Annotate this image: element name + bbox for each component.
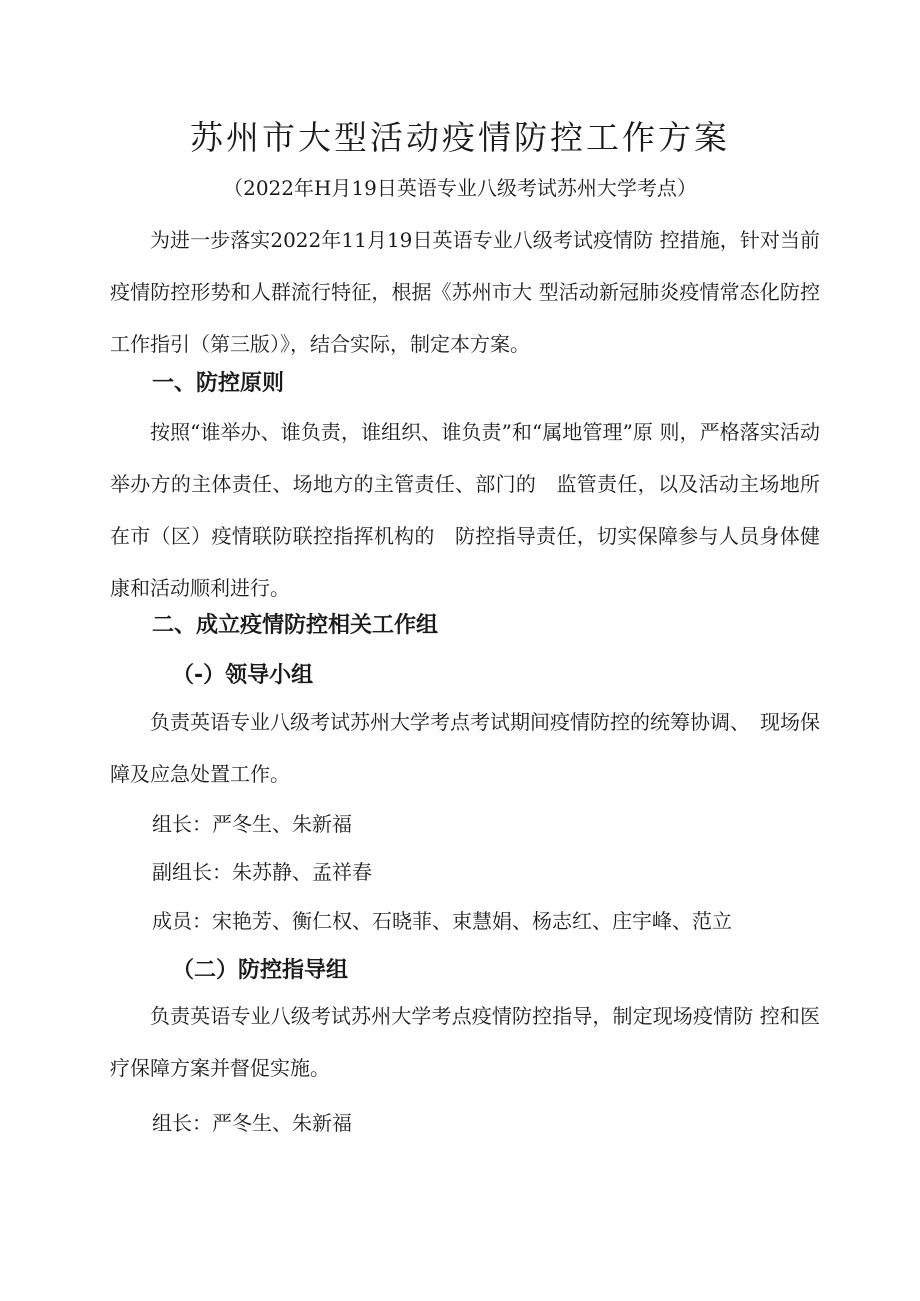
- group2-body: 负责英语专业八级考试苏州大学考点疫情防控指导，制定现场疫情防 控和医疗保障方案并督促实施。: [110, 1004, 820, 1080]
- group1-heading: （-）领导小组: [172, 663, 314, 688]
- section2-heading: 二、成立疫情防控相关工作组: [152, 613, 439, 638]
- group1-leader: 组长：严冬生、朱新福: [152, 812, 352, 836]
- document-title: 苏州市大型活动疫情防控工作方案: [190, 118, 730, 157]
- group1-members: 成员：宋艳芳、衡仁权、石晓菲、束慧娟、杨志红、庄宇峰、范立: [152, 909, 732, 933]
- group1-body: 负责英语专业八级考试苏州大学考点考试期间疫情防控的统筹协调、 现场保障及应急处置工作。: [110, 710, 820, 786]
- intro-paragraph: 为进一步落实2022年11月19日英语专业八级考试疫情防 控措施，针对当前疫情防控形势和人群流行特征，根据《苏州市大 型活动新冠肺炎疫情常态化防控工作指引（第三版）》，结合实际，制定本方案。: [110, 228, 820, 356]
- section1-body: 按照“谁举办、谁负责，谁组织、谁负责”和“属地管理”原 则，严格落实活动举办方的主体责任、场地方的主管责任、部门的 监管责任，以及活动主场地所在市（区）疫情联防联控指挥机构的 防控指导责任，切实保障参与人员身体健康和活动顺利进行。: [110, 420, 820, 600]
- group1-deputy: 副组长：朱苏静、孟祥春: [152, 860, 372, 884]
- document-subtitle: （2022年H月19日英语专业八级考试苏州大学考点）: [223, 176, 697, 200]
- section1-heading: 一、防控原则: [152, 371, 285, 396]
- group2-leader: 组长：严冬生、朱新福: [152, 1111, 352, 1135]
- group2-heading: （二）防控指导组: [172, 958, 349, 983]
